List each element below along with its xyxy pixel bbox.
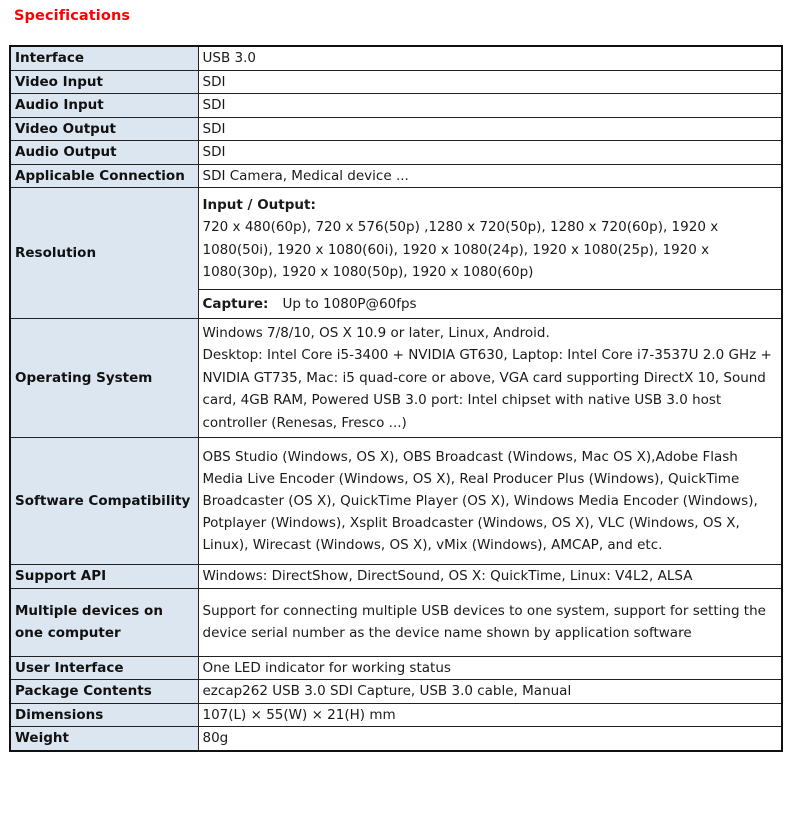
spec-value: SDI bbox=[198, 94, 782, 118]
spec-label: Video Input bbox=[10, 70, 198, 94]
spec-label: Package Contents bbox=[10, 680, 198, 704]
spec-label: Video Output bbox=[10, 117, 198, 141]
resolution-io-value: 720 x 480(60p), 720 x 576(50p) ,1280 x 720(50p), 1280 x 720(60p), 1920 x 1080(50i), 1920 x 1080(60i), 1920 x 1080(24p), 1920 x 1080(25p), 1920 x 1080(30p), 1920 x 1080(50p), 1920 x 1080(60p) bbox=[202, 219, 719, 280]
resolution-io-cell bbox=[198, 188, 782, 290]
spec-value: 80g bbox=[198, 727, 782, 751]
operating-system-cell bbox=[198, 319, 782, 438]
table-row-applicable-connection bbox=[10, 164, 782, 188]
spec-label: Applicable Connection bbox=[10, 164, 198, 188]
table-row-resolution bbox=[10, 188, 782, 290]
spec-label: Support API bbox=[10, 565, 198, 589]
spec-value: SDI bbox=[198, 70, 782, 94]
spec-label: Interface bbox=[10, 46, 198, 70]
table-row-audio-input bbox=[10, 94, 782, 118]
spec-label: Weight bbox=[10, 727, 198, 751]
table-row-operating-system bbox=[10, 319, 782, 438]
table-row-audio-output bbox=[10, 141, 782, 165]
spec-value: OBS Studio (Windows, OS X), OBS Broadcast (Windows, Mac OS X),Adobe Flash Media Live Encoder (Windows, OS X), Real Producer Plus (Windows), QuickTime Broadcaster (OS X), QuickTime Player (OS X), Windows Media Encoder (Windows), Potplayer (Windows), Xsplit Broadcaster (Windows, OS X), VLC (Windows, OS X, Linux), Wirecast (Windows, OS X), vMix (Windows), AMCAP, and etc. bbox=[198, 438, 782, 565]
spec-label: Software Compatibility bbox=[10, 438, 198, 565]
spec-value: Support for connecting multiple USB devices to one system, support for setting the device serial number as the device name shown by application software bbox=[198, 588, 782, 656]
table-row-video-input bbox=[10, 70, 782, 94]
spec-value: SDI Camera, Medical device ... bbox=[198, 164, 782, 188]
table-row-package-contents bbox=[10, 680, 782, 704]
table-row-video-output bbox=[10, 117, 782, 141]
spec-label: User Interface bbox=[10, 656, 198, 680]
resolution-io-heading: Input / Output: bbox=[202, 196, 316, 213]
spec-label: Multiple devices on one computer bbox=[10, 588, 198, 656]
table-row-weight bbox=[10, 727, 782, 751]
operating-system-line2: Desktop: Intel Core i5-3400 + NVIDIA GT630, Laptop: Intel Core i7-3537U 2.0 GHz + NVIDIA GT735, Mac: i5 quad-core or above, VGA card supporting DirectX 10, Sound card, 4GB RAM, Powered USB 3.0 port: Intel chipset with native USB 3.0 host controller (Renesas, Fresco ...) bbox=[202, 347, 772, 431]
resolution-capture-value: Up to 1080P@60fps bbox=[282, 295, 417, 312]
spec-value: Windows: DirectShow, DirectSound, OS X: QuickTime, Linux: V4L2, ALSA bbox=[198, 565, 782, 589]
spec-value: ezcap262 USB 3.0 SDI Capture, USB 3.0 cable, Manual bbox=[198, 680, 782, 704]
resolution-capture-cell bbox=[198, 290, 782, 319]
table-row-user-interface bbox=[10, 656, 782, 680]
table-row-interface bbox=[10, 46, 782, 70]
spec-label: Dimensions bbox=[10, 703, 198, 727]
table-row-multiple-devices bbox=[10, 588, 782, 656]
spec-label: Operating System bbox=[10, 319, 198, 438]
spec-label: Audio Output bbox=[10, 141, 198, 165]
spec-value: SDI bbox=[198, 117, 782, 141]
spec-value: USB 3.0 bbox=[198, 46, 782, 70]
spec-value: One LED indicator for working status bbox=[198, 656, 782, 680]
spec-value: 107(L) × 55(W) × 21(H) mm bbox=[198, 703, 782, 727]
table-row-dimensions bbox=[10, 703, 782, 727]
specifications-table bbox=[9, 45, 783, 752]
operating-system-line1: Windows 7/8/10, OS X 10.9 or later, Linux, Android. bbox=[202, 324, 550, 341]
resolution-capture-label: Capture: bbox=[202, 295, 269, 312]
page-title: Specifications bbox=[14, 8, 131, 24]
table-row-software-compatibility bbox=[10, 438, 782, 565]
spec-value: SDI bbox=[198, 141, 782, 165]
spec-label: Resolution bbox=[10, 188, 198, 319]
table-row-support-api bbox=[10, 565, 782, 589]
spec-label: Audio Input bbox=[10, 94, 198, 118]
